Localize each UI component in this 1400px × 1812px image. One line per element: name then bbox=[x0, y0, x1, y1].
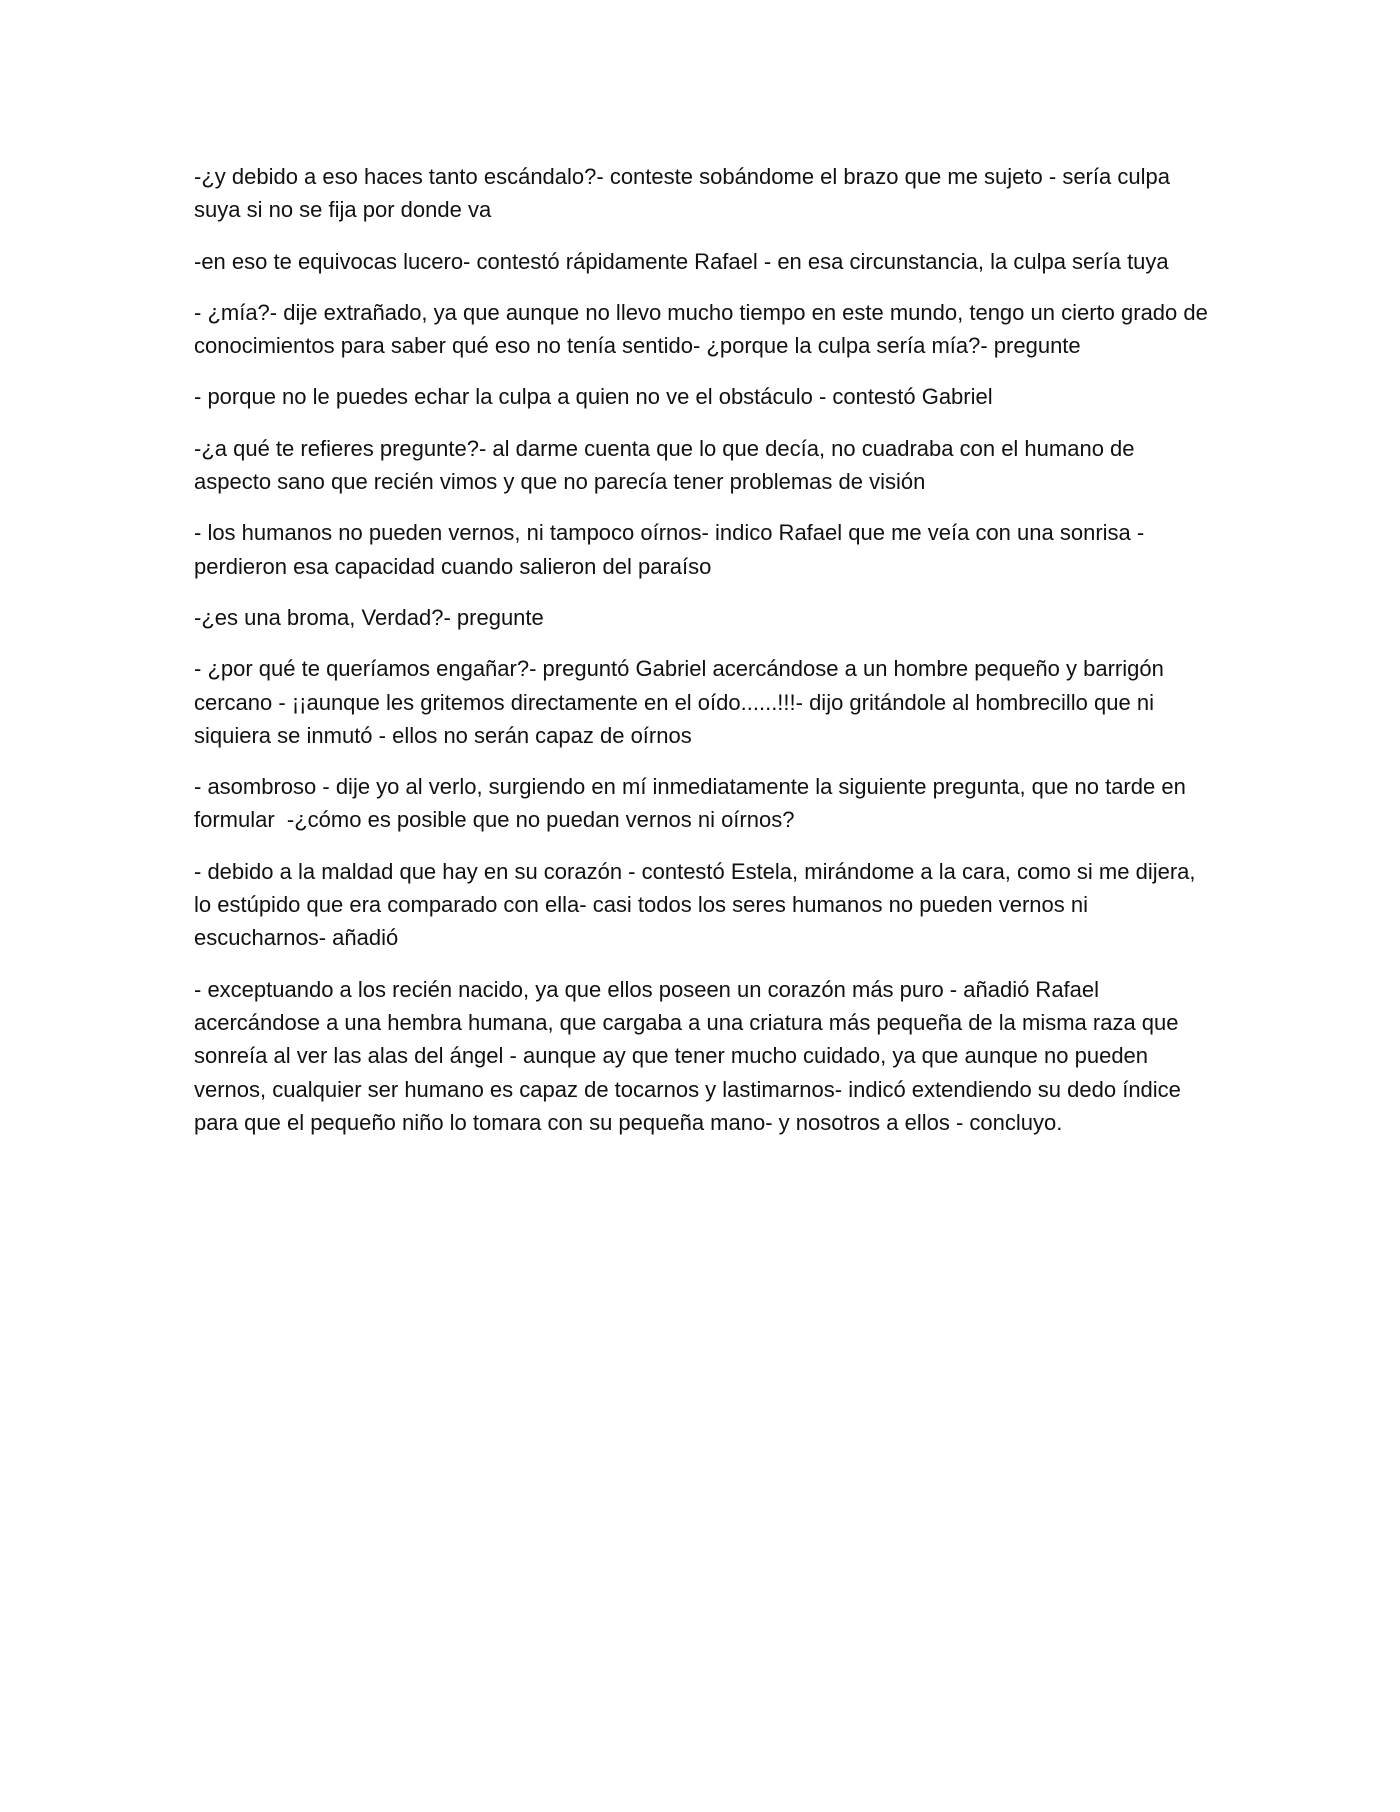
paragraph: -¿es una broma, Verdad?- pregunte bbox=[194, 604, 544, 630]
paragraph: -¿a qué te refieres pregunte?- al darme cuenta que lo que decía, no cuadraba con el humano de aspecto sano que recién vimos y que no parecía tener problemas de visión bbox=[194, 435, 1141, 495]
paragraph: - asombroso - dije yo al verlo, surgiendo en mí inmediatamente la siguiente pregunta, que no tarde en formular -¿cómo es posible que no puedan vernos ni oírnos? bbox=[194, 774, 1192, 833]
paragraph: - exceptuando a los recién nacido, ya que ellos poseen un corazón más puro - añadió Rafael acercándose a una hembra humana, que cargaba a una criatura más pequeña de la misma raza que sonreía al ver las alas del ángel - aunque ay que tener mucho cuidado, ya que aunque no pueden vernos, cualquier ser humano es capaz de tocarnos y lastimarnos- indicó extendiendo su dedo índice para que el pequeño niño lo tomara con su pequeña mano- y nosotros a ellos - concluyo. bbox=[194, 976, 1188, 1135]
paragraph: - debido a la maldad que hay en su corazón - contestó Estela, mirándome a la cara, como si me dijera, lo estúpido que era comparado con ella- casi todos los seres humanos no pueden vernos ni escucharnos- añadió bbox=[194, 858, 1202, 951]
paragraph: - ¿mía?- dije extrañado, ya que aunque no llevo mucho tiempo en este mundo, tengo un cierto grado de conocimientos para saber qué eso no tenía sentido- ¿porque la culpa sería mía?- pregunte bbox=[194, 299, 1214, 359]
paragraph: -¿y debido a eso haces tanto escándalo?- conteste sobándome el brazo que me sujeto - sería culpa suya si no se fija por donde va bbox=[194, 164, 1177, 223]
body-text bbox=[194, 160, 1212, 1157]
paragraph: -en eso te equivocas lucero- contestó rápidamente Rafael - en esa circunstancia, la culpa sería tuya bbox=[194, 248, 1169, 274]
paragraph: - porque no le puedes echar la culpa a quien no ve el obstáculo - contestó Gabriel bbox=[194, 384, 993, 410]
paragraph: - los humanos no pueden vernos, ni tampoco oírnos- indico Rafael que me veía con una sonrisa - perdieron esa capacidad cuando salieron del paraíso bbox=[194, 520, 1151, 579]
paragraph: - ¿por qué te queríamos engañar?- preguntó Gabriel acercándose a un hombre pequeño y barrigón cercano - ¡¡aunque les gritemos directamente en el oído......!!!- dijo gritándole al hombrecillo que ni siquiera se inmutó - ellos no serán capaz de oírnos bbox=[194, 656, 1170, 748]
